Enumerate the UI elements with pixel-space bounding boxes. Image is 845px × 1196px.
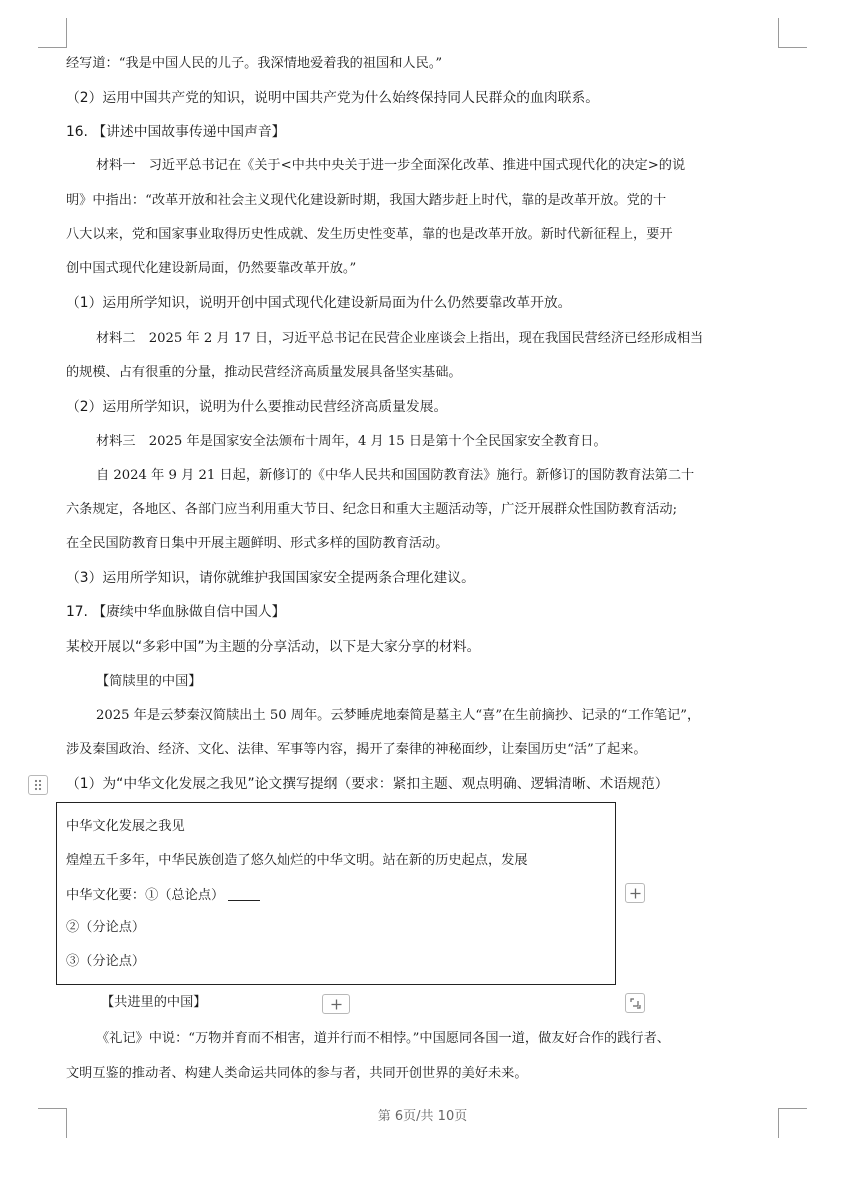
essay-main-point (66, 886, 260, 906)
crop-mark-top-left-h (38, 47, 67, 48)
question-16-2: （2）运用中国共产党的知识，说明中国共产党为什么始终保持同人民群众的血肉联系。 (66, 90, 600, 106)
question-17-intro: 某校开展以“多彩中国”为主题的分享活动，以下是大家分享的材料。 (66, 639, 481, 655)
question-17-1: （1）为“中华文化发展之我见”论文撰写提纲（要求：紧扣主题、观点明确、逻辑清晰、术语规范） (66, 776, 669, 792)
essay-paragraph: 煌煌五千多年，中华民族创造了悠久灿烂的中华文明。站在新的历史起点，发展 (66, 853, 528, 868)
essay-sub-point: ③（分论点） (66, 954, 146, 969)
material-3-line: 材料三 2025 年是国家安全法颁布十周年，4 月 15 日是第十个全民国家安全教育日。 (96, 434, 607, 449)
drag-handle-icon[interactable] (28, 775, 48, 795)
crop-mark-top-right-v (778, 18, 779, 48)
plus-icon[interactable] (625, 883, 645, 903)
material-1-line: 明》中指出：“改革开放和社会主义现代化建设新时期，我国大踏步赶上时代，靠的是改革开放。党的十 (66, 193, 667, 208)
question-16-2b: （2）运用所学知识，说明为什么要推动民营经济高质量发展。 (66, 399, 448, 415)
material-2-line: 材料二 2025 年 2 月 17 日，习近平总书记在民营企业座谈会上指出，现在我国民营经济已经形成相当 (96, 331, 704, 346)
question-16-heading: 16. 【讲述中国故事传递中国声音】 (66, 124, 286, 140)
essay-title: 中华文化发展之我见 (66, 819, 185, 834)
material-1-line: 创中国式现代化建设新局面，仍然要靠改革开放。” (66, 261, 357, 276)
crop-mark-top-right-h (778, 47, 807, 48)
section-heading-gongjin: 【共进里的中国】 (101, 995, 207, 1010)
material-1-line: 材料一 习近平总书记在《关于<中共中央关于进一步全面深化改革、推进中国式现代化的决定>的说 (96, 158, 686, 173)
page-footer: 第 6页/共 10页 (377, 1109, 468, 1124)
essay-sub-point: ②（分论点） (66, 920, 146, 935)
text-line: 经写道：“我是中国人民的儿子。我深情地爱着我的祖国和人民。” (66, 56, 443, 71)
answer-blank[interactable] (228, 886, 260, 901)
question-16-3: （3）运用所学知识，请你就维护我国国家安全提两条合理化建议。 (66, 570, 475, 586)
material-2-line: 的规模、占有很重的分量，推动民营经济高质量发展具备坚实基础。 (66, 365, 462, 380)
crop-mark-top-left-v (66, 18, 67, 48)
jiandu-text-line: 涉及秦国政治、经济、文化、法律、军事等内容，揭开了秦律的神秘面纱，让秦国历史“活”了起来。 (66, 742, 647, 757)
material-3-line: 六条规定，各地区、各部门应当利用重大节日、纪念日和重大主题活动等，广泛开展群众性国防教育活动; (66, 502, 678, 517)
material-1-line: 八大以来，党和国家事业取得历史性成就、发生历史性变革，靠的也是改革开放。新时代新征程上，要开 (66, 227, 673, 242)
question-16-1: （1）运用所学知识，说明开创中国式现代化建设新局面为什么仍然要靠改革开放。 (66, 295, 572, 311)
section-heading-jiandu: 【简牍里的中国】 (96, 674, 202, 689)
jiandu-text-line: 2025 年是云梦秦汉简牍出土 50 周年。云梦睡虎地秦简是墓主人“喜”在生前摘抄、记录的“工作笔记”， (96, 708, 701, 723)
gongjin-text-line: 《礼记》中说：“万物并育而不相害，道并行而不相悖。”中国愿同各国一道，做友好合作的践行者、 (96, 1031, 670, 1046)
material-3-line: 在全民国防教育日集中开展主题鲜明、形式多样的国防教育活动。 (66, 536, 449, 551)
gongjin-text-line: 文明互鉴的推动者、构建人类命运共同体的参与者，共同开创世界的美好未来。 (66, 1066, 528, 1081)
question-17-heading: 17. 【赓续中华血脉做自信中国人】 (66, 604, 286, 620)
essay-main-point-label: 中华文化要：①（总论点） (66, 888, 225, 903)
material-3-line: 自 2024 年 9 月 21 日起，新修订的《中华人民共和国国防教育法》施行。新修订的国防教育法第二十 (96, 468, 695, 483)
